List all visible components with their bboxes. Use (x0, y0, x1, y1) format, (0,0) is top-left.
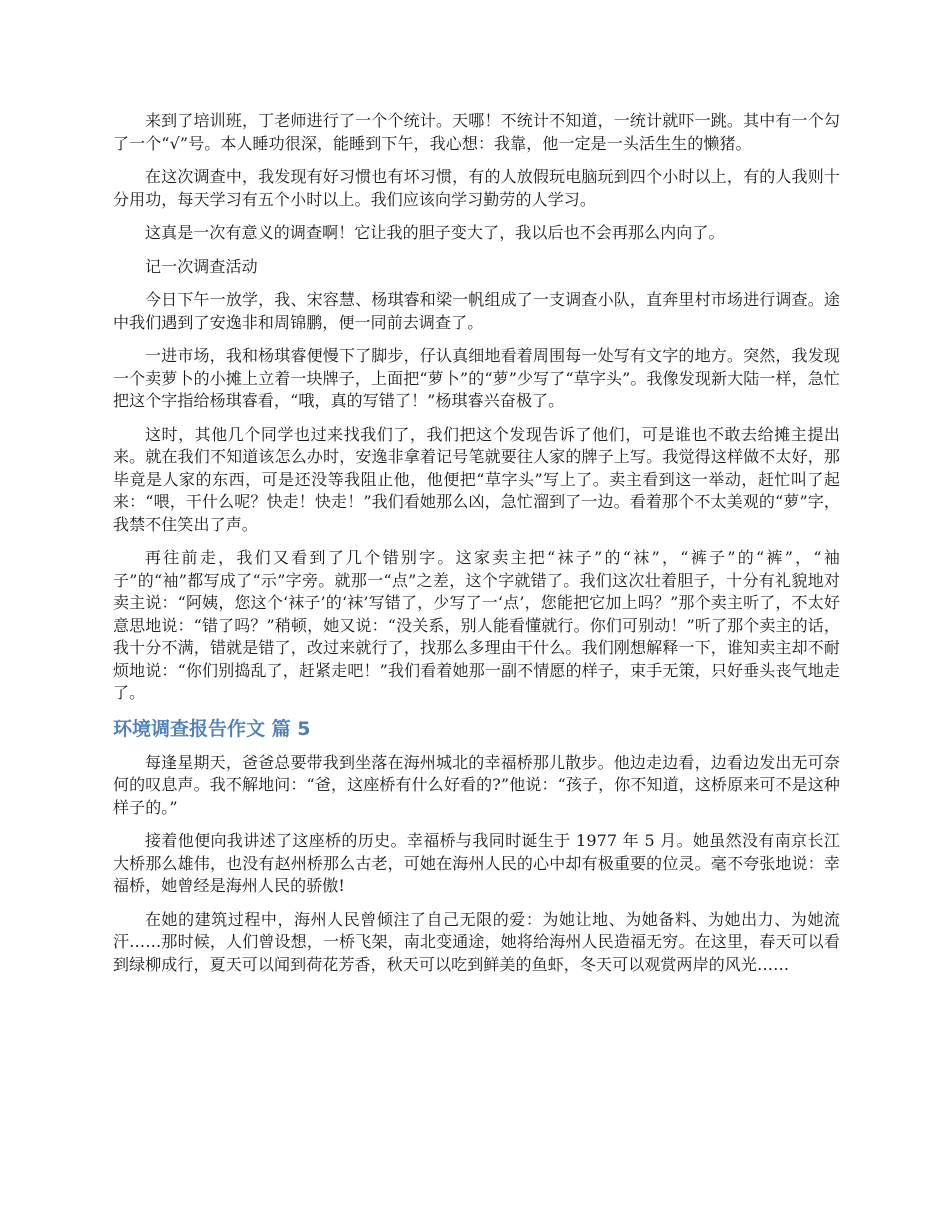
paragraph: 在这次调查中，我发现有好习惯也有坏习惯，有的人放假玩电脑玩到四个小时以上，有的人我则十分用功，每天学习有五个小时以上。我们应该向学习勤劳的人学习。 (113, 167, 840, 209)
document-page (113, 110, 840, 987)
paragraph: 这时，其他几个同学也过来找我们了，我们把这个发现告诉了他们，可是谁也不敢去给摊主提出来。就在我们不知道该怎么办时，安逸非拿着记号笔就要往人家的牌子上写。我觉得这样做不太好，那毕竟是人家的东西，可是还没等我阻止他，他便把“草字头”写上了。卖主看到这一举动，赶忙叫了起来：“喂，干什么呢？快走！快走！”我们看她那么凶，急忙溜到了一边。看着那个不太美观的“萝”字，我禁不住笑出了声。 (113, 424, 840, 534)
paragraph: 再往前走，我们又看到了几个错别字。这家卖主把“袜子”的“袜”，“裤子”的“裤”，“袖子”的“袖”都写成了“示”字旁。就那一“点”之差，这个字就错了。我们这次壮着胆子，十分有礼貌地对卖主说：“阿姨，您这个‘袜子’的‘袜’写错了，少写了一‘点’，您能把它加上吗？”那个卖主听了，不太好意思地说：“错了吗？”稍顿，她又说：“没关系，别人能看懂就行。你们可别动！”听了那个卖主的话，我十分不满，错就是错了，改过来就行了，找那么多理由干什么。我们刚想解释一下，谁知卖主却不耐烦地说：“你们别捣乱了，赶紧走吧！”我们看着她那一副不情愿的样子，束手无策，只好垂头丧气地走了。 (113, 548, 840, 702)
paragraph: 在她的建筑过程中，海州人民曾倾注了自己无限的爱：为她让地、为她备料、为她出力、为她流汗……那时候，人们曾设想，一桥飞架，南北变通途，她将给海州人民造福无穷。在这里，春天可以看到绿柳成行，夏天可以闻到荷花芳香，秋天可以吃到鲜美的鱼虾，冬天可以观赏两岸的风光…… (113, 909, 840, 974)
section-heading: 环境调查报告作文 篇 5 (113, 717, 311, 740)
paragraph: 来到了培训班，丁老师进行了一个个统计。天哪！不统计不知道，一统计就吓一跳。其中有一个勾了一个“√”号。本人睡功很深，能睡到下午，我心想：我靠，他一定是一头活生生的懒猪。 (113, 111, 840, 153)
paragraph: 一进市场，我和杨琪睿便慢下了脚步，仔认真细地看着周围每一处写有文字的地方。突然，我发现一个卖萝卜的小摊上立着一块牌子，上面把“萝卜”的“萝”少写了“草字头”。我像发现新大陆一样，急忙把这个字指给杨琪睿看，“哦，真的写错了！”杨琪睿兴奋极了。 (113, 346, 840, 410)
paragraph: 每逢星期天，爸爸总要带我到坐落在海州城北的幸福桥那儿散步。他边走边看，边看边发出无可奈何的叹息声。我不解地问：“爸，这座桥有什么好看的?”他说：“孩子，你不知道，这桥原来可不是这种样子的。” (113, 752, 840, 817)
paragraph: 今日下午一放学，我、宋容慧、杨琪睿和梁一帆组成了一支调查小队，直奔里村市场进行调查。途中我们遇到了安逸非和周锦鹏，便一同前去调查了。 (113, 290, 840, 332)
subtitle-paragraph: 记一次调查活动 (145, 256, 258, 276)
paragraph: 这真是一次有意义的调查啊！它让我的胆子变大了，我以后也不会再那么内向了。 (145, 223, 725, 242)
paragraph: 接着他便向我讲述了这座桥的历史。幸福桥与我同时诞生于 1977 年 5 月。她虽然没有南京长江大桥那么雄伟，也没有赵州桥那么古老，可她在海州人民的心中却有极重要的位灵。毫不夸张地说：幸福桥，她曾经是海州人民的骄傲! (113, 831, 840, 895)
